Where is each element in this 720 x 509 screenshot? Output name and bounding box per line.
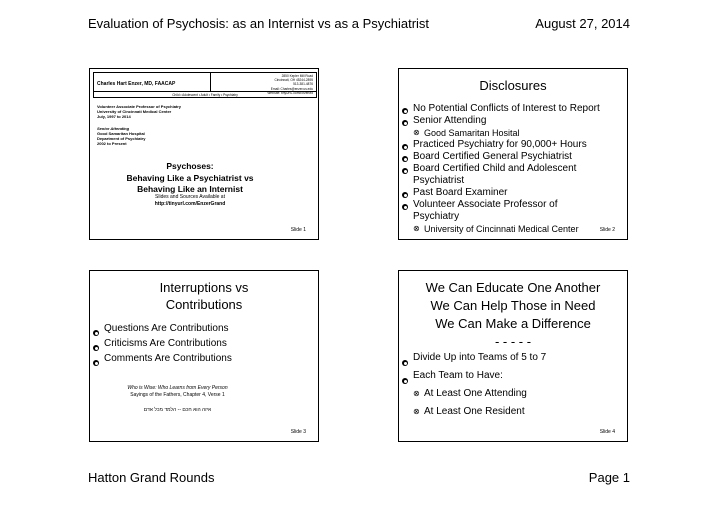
attending-line: Good Samaritan Hospital — [97, 131, 145, 136]
list-item-continuation — [402, 175, 624, 187]
bullet-text: Each Team to Have: — [413, 370, 503, 381]
list-item — [402, 187, 624, 199]
attending-line: 2002 to Present — [97, 141, 127, 146]
slide-title-line: We Can Educate One Another — [425, 280, 601, 295]
quote-hebrew: איזה הוא חכם -- הלמד מכל אדם — [143, 407, 212, 413]
slide-title — [90, 279, 318, 313]
bullet-list — [93, 321, 315, 366]
bullet-text: University of Cincinnati Medical Center — [424, 224, 579, 234]
page-footer-event: Hatton Grand Rounds — [88, 470, 215, 485]
address-line: Cincinnati, OH 45244-2895 — [274, 78, 313, 83]
list-item — [402, 403, 624, 421]
slide-title — [399, 279, 627, 351]
bullet-text: Board Certified Child and Adolescent — [413, 163, 577, 174]
list-item — [402, 223, 624, 235]
list-item — [402, 103, 624, 115]
bullet-text: Good Samaritan Hosital — [424, 128, 520, 138]
page-header-date: August 27, 2014 — [535, 16, 630, 31]
list-item — [402, 385, 624, 403]
circled-x-icon: ⊗ — [413, 128, 420, 137]
page-header-title: Evaluation of Psychosis: as an Internist vs as a Psychiatrist — [88, 16, 430, 31]
slide-title-line: Interruptions vs — [159, 280, 249, 295]
slides-note: Slides and Sources Available at — [155, 194, 225, 200]
affiliation-line: Volunteer Associate Professor of Psychiatry — [97, 104, 182, 109]
list-item — [402, 163, 624, 175]
bullet-text: No Potential Conflicts of Interest to Report — [413, 103, 600, 114]
bullet-text: Divide Up into Teams of 5 to 7 — [413, 352, 547, 363]
attending-line: Department of Psychiatry — [97, 136, 146, 141]
list-item — [93, 336, 315, 351]
list-item — [402, 199, 624, 211]
letterhead-subtitle: Child • Adolescent • Adult • Family • Psychiatry — [94, 91, 316, 99]
bullet-list — [402, 349, 624, 421]
slide-number: Slide 3 — [290, 429, 306, 435]
bullet-text: Practiced Psychiatry for 90,000+ Hours — [413, 139, 587, 150]
bullet-text: At Least One Resident — [424, 406, 525, 417]
slide-2 — [398, 68, 628, 240]
quote-source: Sayings of the Fathers, Chapter 4, Verse 1 — [130, 392, 225, 398]
slide-3 — [89, 270, 319, 442]
quote-line: Who is Wise: Who Learns from Every Person — [127, 385, 228, 391]
bullet-text: Senior Attending — [413, 115, 487, 126]
quote — [90, 385, 265, 399]
slide-number: Slide 2 — [599, 227, 615, 233]
talk-title — [90, 161, 290, 196]
title-separator: - - - - - — [494, 334, 532, 349]
affiliation-line: University of Cincinnati Medical Center — [97, 109, 172, 114]
affiliation-line: July, 1997 to 2014 — [97, 114, 131, 119]
list-item — [402, 367, 624, 385]
ring-bullet-icon — [93, 356, 99, 371]
attending-block — [97, 126, 145, 146]
bullet-text: Psychiatry — [413, 211, 460, 222]
slide-4 — [398, 270, 628, 442]
letterhead-name: Charles Hart Enzer, MD, FAACAP — [97, 81, 176, 87]
slide-number: Slide 4 — [599, 429, 615, 435]
list-item — [402, 139, 624, 151]
talk-title-line: Behaving Like an Internist — [137, 184, 243, 194]
bullet-text: Comments Are Contributions — [104, 353, 232, 364]
page-footer-page-number: Page 1 — [588, 470, 630, 485]
address-line: 2850 Kepler Mill Road — [281, 74, 313, 78]
circled-x-icon: ⊗ — [413, 389, 420, 398]
list-item — [402, 115, 624, 127]
slide-title: Disclosures — [479, 78, 547, 93]
circled-x-icon: ⊗ — [413, 407, 420, 416]
talk-title-line: Behaving Like a Psychiatrist vs — [126, 172, 254, 183]
slides-availability — [90, 194, 290, 208]
bullet-text: Criticisms Are Contributions — [104, 338, 227, 349]
bullet-text: Questions Are Contributions — [104, 323, 229, 334]
slide-number: Slide 1 — [290, 227, 306, 233]
address-website: WebSite: tinyURL.com/EnzerMd — [267, 90, 313, 95]
address-email: Email: Charles@enzer.us.edu — [270, 86, 313, 91]
list-item — [93, 321, 315, 336]
bullet-text: At Least One Attending — [424, 388, 527, 399]
list-item — [402, 151, 624, 163]
letterhead — [93, 72, 317, 98]
list-item-continuation — [402, 211, 624, 223]
circled-x-icon: ⊗ — [413, 224, 420, 233]
slides-url[interactable]: http://tinyurl.com/EnzerGrand — [154, 201, 226, 207]
affiliation-block — [97, 104, 181, 119]
attending-line: Senior Attending — [97, 126, 130, 131]
talk-title-line: Psychoses: — [166, 161, 214, 171]
list-item — [93, 351, 315, 366]
address-line: 513-381-4876 — [293, 82, 313, 87]
bullet-text: Past Board Examiner — [413, 187, 508, 198]
slide-title-line: We Can Help Those in Need — [430, 298, 596, 313]
slide-1 — [89, 68, 319, 240]
slide-title-line: We Can Make a Difference — [435, 316, 591, 331]
slide-title-line: Contributions — [165, 297, 243, 312]
bullet-text: Psychiatrist — [413, 175, 465, 186]
bullet-text: Volunteer Associate Professor of — [413, 199, 558, 210]
letterhead-divider — [210, 73, 211, 91]
list-item — [402, 127, 624, 139]
list-item — [402, 349, 624, 367]
bullet-text: Board Certified General Psychiatrist — [413, 151, 572, 162]
bullet-list — [402, 103, 624, 235]
